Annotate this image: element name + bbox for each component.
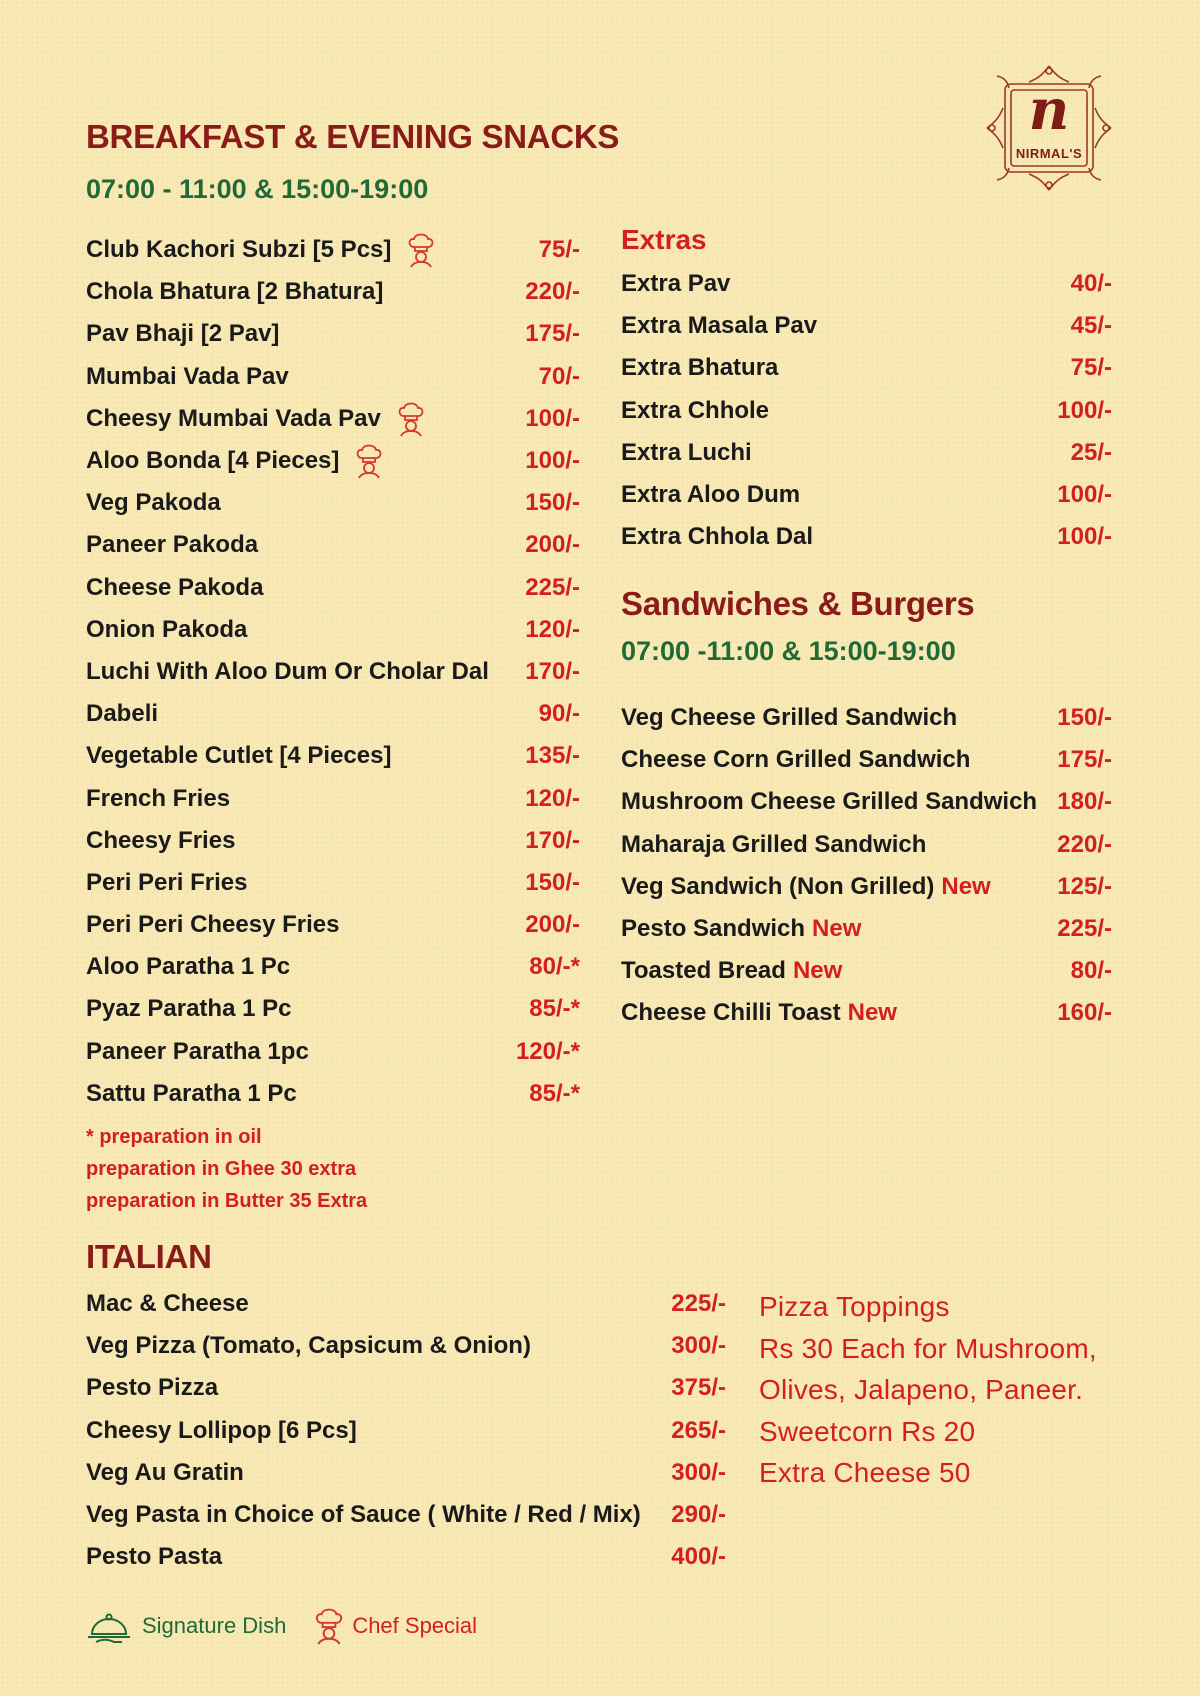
menu-item-name: Aloo Bonda [4 Pieces]: [86, 447, 340, 475]
menu-item-row: [86, 609, 580, 651]
italian-menu-list: [86, 1283, 726, 1578]
menu-item-row: [621, 908, 1112, 950]
menu-item-name: Extra Masala Pav: [621, 312, 818, 340]
menu-item-name-group: [86, 278, 383, 306]
menu-item-row: [86, 398, 580, 440]
menu-item-name: Peri Peri Cheesy Fries: [86, 911, 340, 939]
menu-item-price: 290/-: [671, 1501, 726, 1529]
menu-item-row: [621, 305, 1112, 347]
menu-item-name-group: [86, 1290, 249, 1318]
menu-item-name-group: [86, 232, 437, 268]
menu-item-row: [86, 1031, 580, 1073]
menu-item-price: 150/-: [525, 489, 580, 517]
menu-item-row: [86, 820, 580, 862]
menu-item-name: French Fries: [86, 784, 231, 812]
menu-item-price: 25/-: [1070, 438, 1112, 466]
menu-item-row: [86, 1073, 580, 1115]
note-ghee: preparation in Ghee 30 extra: [86, 1158, 357, 1180]
menu-item-price: 85/-*: [529, 1079, 580, 1107]
menu-item-name: Pesto Pizza: [86, 1374, 219, 1402]
menu-item-price: 100/-: [1057, 396, 1112, 424]
menu-item-name-group: [621, 523, 813, 551]
logo-brand: NIRMAL'S: [1015, 146, 1083, 161]
menu-item-name-group: [621, 831, 926, 859]
toppings-line: Extra Cheese 50: [759, 1457, 971, 1488]
chef-special-icon: [405, 232, 437, 268]
menu-item-name: Cheesy Lollipop [6 Pcs]: [86, 1416, 357, 1444]
menu-item-row: [621, 347, 1112, 389]
menu-item-name-group: [621, 957, 842, 985]
menu-item-row: [86, 524, 580, 566]
new-badge: New: [792, 957, 843, 985]
menu-item-price: 75/-: [1070, 354, 1112, 382]
menu-item-row: [86, 1494, 726, 1536]
menu-item-name: Mac & Cheese: [86, 1290, 249, 1318]
menu-item-row: [86, 777, 580, 819]
menu-item-price: 300/-: [671, 1332, 726, 1360]
menu-item-name: Onion Pakoda: [86, 615, 248, 643]
menu-item-name: Pav Bhaji [2 Pav]: [86, 320, 280, 348]
menu-item-row: [621, 516, 1112, 558]
menu-item-price: 80/-*: [529, 953, 580, 981]
menu-item-price: 135/-: [525, 742, 580, 770]
menu-item-name-group: [86, 1417, 357, 1445]
menu-item-row: [86, 651, 580, 693]
menu-item-price: 220/-: [1057, 830, 1112, 858]
menu-item-row: [621, 263, 1112, 305]
menu-item-name-group: [621, 999, 897, 1027]
menu-item-name: Extra Bhatura: [621, 354, 779, 382]
menu-item-row: [86, 735, 580, 777]
menu-item-name: Mushroom Cheese Grilled Sandwich: [621, 788, 1038, 816]
menu-item-name: Pesto Sandwich: [621, 915, 806, 943]
menu-item-name-group: [86, 1459, 244, 1487]
breakfast-notes: [86, 1121, 367, 1217]
menu-item-row: [86, 271, 580, 313]
menu-item-name: Vegetable Cutlet [4 Pieces]: [86, 742, 392, 770]
menu-item-row: [86, 1452, 726, 1494]
menu-item-name-group: [621, 397, 769, 425]
menu-item-name-group: [86, 911, 339, 939]
menu-item-name: Cheesy Fries: [86, 826, 236, 854]
menu-item-price: 70/-: [538, 362, 580, 390]
chef-special-icon: [353, 443, 385, 479]
menu-item-price: 120/-: [525, 784, 580, 812]
menu-item-row: [86, 482, 580, 524]
menu-item-row: [621, 866, 1112, 908]
menu-item-name-group: [86, 574, 263, 602]
menu-item-name: Extra Luchi: [621, 438, 752, 466]
note-oil: * preparation in oil: [86, 1126, 262, 1148]
menu-item-price: 45/-: [1070, 312, 1112, 340]
menu-item-name: Sattu Paratha 1 Pc: [86, 1079, 297, 1107]
menu-item-name: Peri Peri Fries: [86, 868, 248, 896]
menu-item-row: [86, 1536, 726, 1578]
menu-item-price: 170/-: [525, 657, 580, 685]
menu-item-row: [621, 432, 1112, 474]
breakfast-title: BREAKFAST & EVENING SNACKS: [86, 118, 620, 155]
menu-item-name: Veg Pakoda: [86, 489, 221, 517]
pizza-toppings: [759, 1286, 1097, 1494]
menu-item-price: 220/-: [525, 278, 580, 306]
menu-item-name: Dabeli: [86, 700, 159, 728]
menu-item-name-group: [621, 312, 817, 340]
menu-item-name: Mumbai Vada Pav: [86, 362, 289, 390]
italian-title: ITALIAN: [86, 1238, 212, 1275]
menu-item-price: 90/-: [538, 700, 580, 728]
menu-item-name: Cheesy Mumbai Vada Pav: [86, 404, 381, 432]
menu-item-price: 400/-: [671, 1543, 726, 1571]
menu-item-row: [621, 474, 1112, 516]
menu-item-name-group: [86, 953, 290, 981]
menu-item-name-group: [86, 363, 289, 391]
menu-item-name-group: [86, 869, 247, 897]
menu-item-name-group: [86, 401, 427, 437]
menu-item-name-group: [621, 915, 861, 943]
menu-item-price: 85/-*: [529, 995, 580, 1023]
menu-item-price: 180/-: [1057, 788, 1112, 816]
menu-item-name: Luchi With Aloo Dum Or Cholar Dal: [86, 657, 489, 685]
menu-item-name-group: [621, 439, 752, 467]
menu-item-name-group: [621, 788, 1037, 816]
note-butter: preparation in Butter 35 Extra: [86, 1190, 368, 1212]
toppings-line: Rs 30 Each for Mushroom,: [759, 1332, 1097, 1364]
menu-item-name-group: [86, 1038, 309, 1066]
legend-signature-label: Signature Dish: [142, 1613, 287, 1638]
menu-item-name: Cheese Pakoda: [86, 573, 264, 601]
menu-item-name: Veg Cheese Grilled Sandwich: [621, 704, 958, 732]
menu-item-row: [86, 229, 580, 271]
menu-item-price: 200/-: [525, 911, 580, 939]
menu-item-name: Maharaja Grilled Sandwich: [621, 830, 927, 858]
menu-item-name: Pesto Pasta: [86, 1543, 223, 1571]
menu-item-price: 200/-: [525, 531, 580, 559]
menu-item-name: Pyaz Paratha 1 Pc: [86, 995, 292, 1023]
menu-item-name-group: [621, 746, 970, 774]
sandwiches-title: Sandwiches & Burgers: [621, 585, 975, 622]
menu-item-row: [86, 862, 580, 904]
extras-title: Extras: [621, 224, 707, 255]
menu-item-price: 100/-: [1057, 481, 1112, 509]
menu-item-row: [621, 950, 1112, 992]
menu-item-price: 265/-: [671, 1416, 726, 1444]
menu-item-name: Veg Sandwich (Non Grilled): [621, 872, 935, 900]
sandwiches-menu-list: [621, 697, 1112, 1035]
menu-item-price: 80/-: [1070, 957, 1112, 985]
menu-item-price: 225/-: [525, 573, 580, 601]
new-badge: New: [847, 999, 897, 1027]
menu-item-price: 175/-: [525, 320, 580, 348]
signature-dish-icon: [86, 1606, 132, 1646]
menu-item-name-group: [86, 1332, 531, 1360]
menu-item-name-group: [86, 742, 391, 770]
menu-item-row: [86, 904, 580, 946]
sandwiches-hours: 07:00 -11:00 & 15:00-19:00: [621, 636, 956, 666]
menu-item-price: 150/-: [525, 868, 580, 896]
menu-item-name-group: [86, 700, 158, 728]
logo: [983, 62, 1115, 194]
menu-item-row: [621, 390, 1112, 432]
menu-item-row: [86, 440, 580, 482]
menu-item-price: 170/-: [525, 826, 580, 854]
menu-item-row: [86, 1367, 726, 1409]
menu-item-price: 120/-*: [515, 1037, 580, 1065]
menu-item-price: 375/-: [671, 1374, 726, 1402]
menu-item-row: [86, 946, 580, 988]
menu-item-name-group: [86, 1080, 297, 1108]
menu-item-name-group: [86, 1374, 218, 1402]
menu-item-name-group: [86, 827, 235, 855]
menu-item-name-group: [621, 873, 991, 901]
extras-menu-list: [621, 263, 1112, 558]
menu-item-name: Cheese Corn Grilled Sandwich: [621, 746, 971, 774]
menu-item-row: [621, 739, 1112, 781]
menu-item-price: 100/-: [525, 447, 580, 475]
menu-item-name: Extra Pav: [621, 270, 731, 298]
menu-item-name-group: [86, 658, 489, 686]
menu-item-name-group: [86, 785, 230, 813]
menu-item-name: Paneer Paratha 1pc: [86, 1037, 309, 1065]
menu-item-row: [86, 1283, 726, 1325]
menu-item-row: [621, 781, 1112, 823]
menu-item-price: 100/-: [525, 404, 580, 432]
menu-item-price: 160/-: [1057, 999, 1112, 1027]
new-badge: New: [941, 872, 991, 900]
menu-item-row: [86, 988, 580, 1030]
new-badge: New: [812, 915, 862, 943]
menu-item-name: Chola Bhatura [2 Bhatura]: [86, 278, 384, 306]
menu-item-name-group: [86, 320, 279, 348]
menu-item-name: Veg Pizza (Tomato, Capsicum & Onion): [86, 1332, 531, 1360]
menu-item-name-group: [621, 354, 778, 382]
logo-monogram: n: [1028, 77, 1070, 143]
menu-item-name: Aloo Paratha 1 Pc: [86, 953, 291, 981]
menu-item-name: Veg Pasta in Choice of Sauce ( White / Red / Mix): [86, 1501, 641, 1529]
legend-chef-label: Chef Special: [352, 1613, 478, 1638]
breakfast-hours: 07:00 - 11:00 & 15:00-19:00: [86, 174, 429, 204]
menu-item-name-group: [86, 531, 258, 559]
menu-item-price: 100/-: [1057, 523, 1112, 551]
legend: [86, 1606, 477, 1646]
menu-item-row: [621, 824, 1112, 866]
toppings-heading: Pizza Toppings: [759, 1291, 950, 1322]
menu-item-row: [86, 356, 580, 398]
menu-item-price: 225/-: [671, 1290, 726, 1318]
menu-item-name-group: [86, 489, 221, 517]
breakfast-menu-list: [86, 229, 580, 1115]
menu-item-price: 225/-: [1057, 915, 1112, 943]
menu-item-name-group: [621, 704, 957, 732]
menu-item-price: 75/-: [538, 236, 580, 264]
menu-item-name-group: [86, 1543, 222, 1571]
menu-item-row: [621, 697, 1112, 739]
menu-item-row: [621, 992, 1112, 1034]
menu-item-row: [86, 1410, 726, 1452]
menu-item-row: [86, 693, 580, 735]
menu-item-name: Extra Aloo Dum: [621, 481, 801, 509]
menu-item-price: 120/-: [525, 615, 580, 643]
menu-item-price: 300/-: [671, 1458, 726, 1486]
chef-special-icon: [395, 401, 427, 437]
toppings-line: Sweetcorn Rs 20: [759, 1415, 976, 1447]
menu-item-name: Toasted Bread: [621, 957, 786, 985]
menu-item-row: [86, 313, 580, 355]
menu-item-price: 150/-: [1057, 704, 1112, 732]
menu-item-name: Extra Chhola Dal: [621, 523, 814, 551]
menu-item-name-group: [621, 270, 730, 298]
menu-item-price: 125/-: [1057, 872, 1112, 900]
menu-item-name: Extra Chhole: [621, 396, 770, 424]
menu-item-name-group: [621, 481, 800, 509]
menu-item-name-group: [86, 995, 291, 1023]
chef-special-icon: [312, 1606, 346, 1646]
menu-item-name: Cheese Chilli Toast: [621, 999, 841, 1027]
menu-item-name-group: [86, 443, 385, 479]
menu-item-price: 40/-: [1070, 270, 1112, 298]
toppings-line: Olives, Jalapeno, Paneer.: [759, 1374, 1084, 1405]
menu-item-price: 175/-: [1057, 746, 1112, 774]
menu-item-row: [86, 1325, 726, 1367]
menu-item-row: [86, 567, 580, 609]
menu-item-name-group: [86, 1501, 641, 1529]
menu-item-name: Club Kachori Subzi [5 Pcs]: [86, 236, 392, 264]
menu-item-name: Veg Au Gratin: [86, 1458, 244, 1486]
menu-item-name: Paneer Pakoda: [86, 531, 259, 559]
menu-item-name-group: [86, 616, 247, 644]
